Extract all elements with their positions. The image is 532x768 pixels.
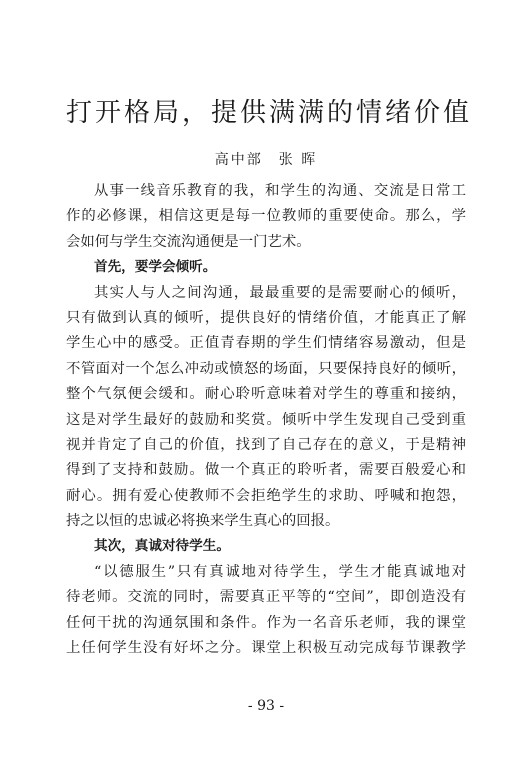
paragraph-line: 这是对学生最好的鼓励和奖赏。倾听中学生发现自己受到重 <box>66 411 466 428</box>
paragraph-line: 只有做到认真的倾听，提供良好的情绪价值，才能真正了解 <box>66 309 466 326</box>
paragraph-line: 整个气氛便会缓和。耐心聆听意味着对学生的尊重和接纳， <box>66 386 466 403</box>
section-heading: 首先，要学会倾听。 <box>94 259 217 276</box>
paragraph-line: 耐心。拥有爱心使教师不会拒绝学生的求助、呼喊和抱怨， <box>66 487 466 504</box>
paragraph-line: 学生心中的感受。正值青春期的学生们情绪容易激动，但是 <box>66 335 466 352</box>
paragraph-line: “以德服生”只有真诚地对待学生，学生才能真诚地对 <box>94 563 466 580</box>
author-name: 张 晖 <box>278 152 318 168</box>
article-body <box>66 179 466 661</box>
paragraph-line: 任何干扰的沟通氛围和条件。作为一名音乐老师，我的课堂 <box>66 614 466 631</box>
document-page <box>66 0 473 768</box>
paragraph-line: 作的必修课，相信这更是每一位教师的重要使命。那么，学 <box>66 208 466 225</box>
paragraph-line: 持之以恒的忠诚必将换来学生真心的回报。 <box>66 513 340 530</box>
page-number: - 93 - <box>247 698 285 714</box>
paragraph-line: 会如何与学生交流沟通便是一门艺术。 <box>66 233 311 250</box>
author-department: 高中部 <box>214 152 263 168</box>
paragraph-line: 上任何学生没有好坏之分。课堂上积极互动完成每节课教学 <box>66 640 466 657</box>
paragraph-line: 得到了支持和鼓励。做一个真正的聆听者，需要百般爱心和 <box>66 462 466 479</box>
paragraph-line: 从事一线音乐教育的我，和学生的沟通、交流是日常工 <box>94 183 466 199</box>
article-title: 打开格局，提供满满的情绪价值 <box>66 98 473 128</box>
section-heading: 其次，真诚对待学生。 <box>94 538 230 555</box>
author-byline <box>66 149 466 169</box>
paragraph-line: 视并肯定了自己的价值，找到了自己存在的意义，于是精神 <box>66 436 466 453</box>
paragraph-line: 待老师。交流的同时，需要真正平等的“空间”，即创造没有 <box>66 589 466 606</box>
paragraph-line: 不管面对一个怎么冲动或愤怒的场面，只要保持良好的倾听， <box>66 360 466 377</box>
paragraph-line: 其实人与人之间沟通，最最重要的是需要耐心的倾听， <box>94 284 466 301</box>
